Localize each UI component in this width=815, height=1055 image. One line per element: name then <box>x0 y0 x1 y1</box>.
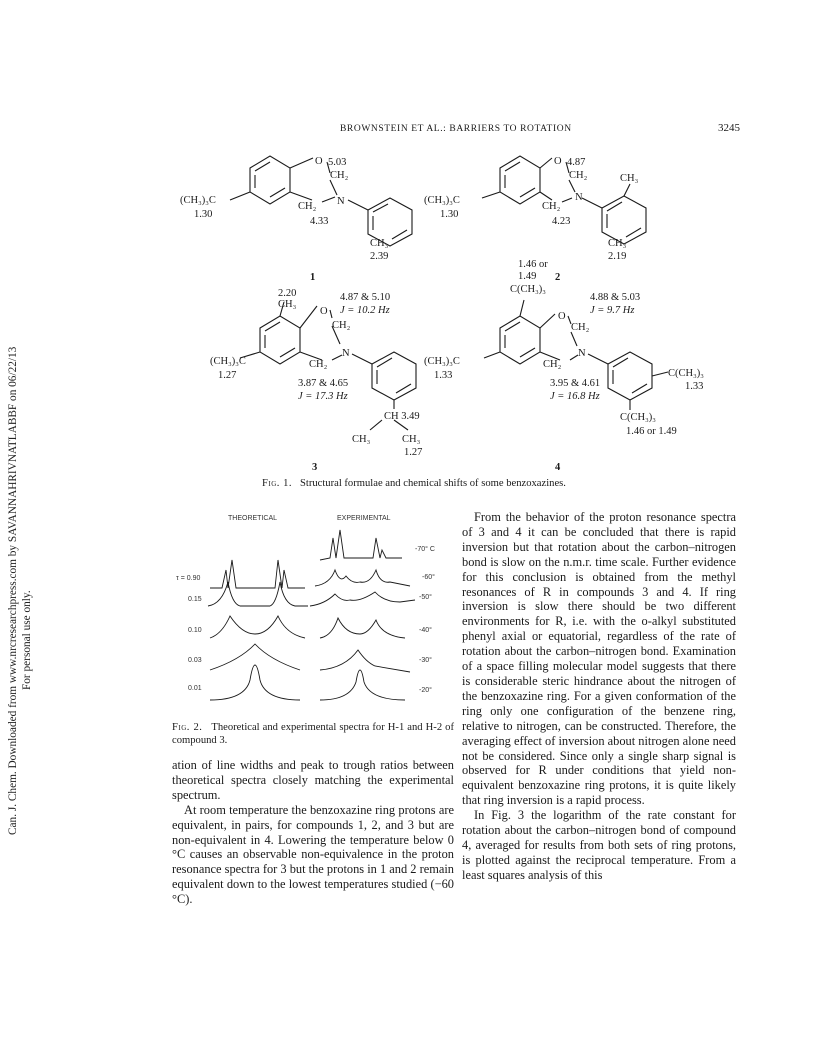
theoretical-trace-2 <box>208 582 308 606</box>
c3-ch3-shift: 2.20 <box>278 288 297 299</box>
experimental-trace-6 <box>320 670 405 700</box>
figure-1-caption <box>262 478 622 491</box>
theoretical-trace-1 <box>210 560 305 588</box>
c3-ch3-b: CH₃ <box>402 434 421 445</box>
compound-2-number: 2 <box>555 272 561 283</box>
temp-label-5: -30° <box>419 657 432 664</box>
heading-experimental: EXPERIMENTAL <box>337 515 391 522</box>
c1-shift-och2: 5.03 <box>328 157 347 168</box>
c4-tbu-para: C(CH₃)₃ <box>668 368 704 379</box>
c4-tbu-ortho2-shift: 1.46 or 1.49 <box>626 426 677 437</box>
tau-label-3: 0.10 <box>188 627 202 634</box>
c4-tbu-para-shift: 1.33 <box>685 381 704 392</box>
right-para-1: From the behavior of the proton resonance spectra of 3 and 4 it can be concluded that there is rapid inversion but that rotation about the carbon–nitrogen bond is slow on the n.m.r. time scale. Further evidence for this conclusion is obtained from the methyl resonances of R in compounds 3 and 4. If ring inversion is slow there should be two different environments for R, i.e. with the o-alkyl substituted phenyl axial or equatorial, regardless of the rate of rotation about the carbon–nitrogen bond. Examination of a space filling molecular model suggests that there is considerable steric hindrance about the nitrogen of the benzoxazine ring. For a given conformation of the ring only one configuration of the benzene ring, relative to nitrogen, can be constructed. Therefore, the averaging effect of inversion about nitrogen alone need not be considered. Since only a single sharp signal is observed for R under conditions that yield non-equivalent benzoxazine ring protons, it is quite likely that ring inversion is a rapid process. <box>462 510 736 808</box>
c1-ch3: CH₃ <box>370 238 389 249</box>
temp-label-6: -20° <box>419 687 432 694</box>
c2-ch3: CH₃ <box>608 238 627 249</box>
c4-o: O <box>558 311 566 322</box>
tau-label-1: τ = 0.90 <box>176 575 201 582</box>
c4-n: N <box>578 348 586 359</box>
c3-ch3-a: CH₃ <box>352 434 371 445</box>
theoretical-trace-4 <box>210 644 300 670</box>
tau-label-5: 0.01 <box>188 685 202 692</box>
figure-2-spectra <box>170 510 450 710</box>
c1-o: O <box>315 156 323 167</box>
heading-theoretical: THEORETICAL <box>228 515 278 522</box>
c2-tbu: (CH₃)₃C <box>424 195 460 206</box>
compound-3-structure <box>210 288 422 473</box>
c4-ch2n-j: J = 16.8 Hz <box>550 391 600 402</box>
temp-label-4: -40° <box>419 627 432 634</box>
c2-tbu-shift: 1.30 <box>440 209 459 220</box>
experimental-trace-5 <box>320 650 410 672</box>
experimental-trace-3 <box>310 592 415 606</box>
compound-4-number: 4 <box>555 462 561 473</box>
c4-tbu-shift-a: 1.46 or <box>518 259 548 270</box>
c2-ch2-o: CH₂ <box>569 170 588 181</box>
figure-2-caption-label: Fig. 2. <box>172 722 203 733</box>
c4-tbu-shift-b: 1.49 <box>518 271 537 282</box>
c4-tbu-ortho2: C(CH₃)₃ <box>620 412 656 423</box>
c2-ch3-shift: 2.19 <box>608 251 627 262</box>
c3-ch2-o: CH₂ <box>332 320 351 331</box>
left-para-1: ation of line widths and peak to trough ratios between theoretical spectra closely matching the experimental spectrum. <box>172 758 454 802</box>
compound-4-structure <box>424 259 704 473</box>
c4-tbu-ortho: C(CH₃)₃ <box>510 284 546 295</box>
c3-tbu: (CH₃)₃C <box>210 356 246 367</box>
c3-ch-isopropyl: CH 3.49 <box>384 411 420 422</box>
figure-1-structures <box>180 140 720 485</box>
compound-3-number: 3 <box>312 462 318 473</box>
temp-label-1: -70° C <box>415 546 435 553</box>
c2-ch2-n: CH₂ <box>542 201 561 212</box>
running-title: BROWNSTEIN ET AL.: BARRIERS TO ROTATION <box>340 124 572 134</box>
c1-ch2-o: CH₂ <box>330 170 349 181</box>
tau-label-2: 0.15 <box>188 596 202 603</box>
c3-ch2n-shifts: 3.87 & 4.65 <box>298 378 349 389</box>
figure-1-caption-label: Fig. 1. <box>262 478 293 489</box>
temp-label-3: -50° <box>419 594 432 601</box>
experimental-trace-1 <box>320 530 402 560</box>
c2-shift-och2: 4.87 <box>567 157 586 168</box>
figure-1-caption-text: Structural formulae and chemical shifts of some benzoxazines. <box>299 478 566 489</box>
c4-tbu: (CH₃)₃C <box>424 356 460 367</box>
c1-ch2n-shift: 4.33 <box>310 216 329 227</box>
c4-ch2-n: CH₂ <box>543 359 562 370</box>
theoretical-trace-5 <box>210 665 300 700</box>
watermark-line-2: For personal use only. <box>21 590 33 690</box>
c1-tbu-shift: 1.30 <box>194 209 213 220</box>
c2-n: N <box>575 192 583 203</box>
left-para-2: At room temperature the benzoxazine ring protons are equivalent, in pairs, for compounds 1, 2, and 3 but are non-equivalent in 4. Lowering the temperature below 0 °C causes an observable non-equivalence in the proton resonance spectra for 3 but the protons in 1 and 2 remain equivalent down to the lowest temperatures studied (−60 °C). <box>172 802 454 907</box>
c3-ch3: CH₃ <box>278 299 297 310</box>
left-column <box>172 758 454 907</box>
temp-label-2: -60° <box>422 574 435 581</box>
compound-1-number: 1 <box>310 272 316 283</box>
figure-2-caption-text: Theoretical and experimental spectra for H-1 and H-2 of compound 3. <box>172 722 454 746</box>
download-watermark <box>2 180 42 840</box>
watermark-line-1: Can. J. Chem. Downloaded from www.nrcresearchpress.com by SAVANNAHRIVNATLABBF on 06/22/13 <box>7 346 19 835</box>
c4-och2-shifts: 4.88 & 5.03 <box>590 292 641 303</box>
c2-ortho-ch3: CH₃ <box>620 173 639 184</box>
c3-n: N <box>342 348 350 359</box>
right-para-2: In Fig. 3 the logarithm of the rate constant for rotation about the carbon–nitrogen bond of compound 4, averaged for results from both sets of ring protons, is plotted against the reciprocal temperature. From a least squares analysis of this <box>462 808 736 882</box>
c3-ch2-n: CH₂ <box>309 359 328 370</box>
c1-tbu: (CH₃)₃C <box>180 195 216 206</box>
c3-ch3-shift: 1.27 <box>404 447 423 458</box>
right-column <box>462 510 736 883</box>
experimental-trace-4 <box>320 618 405 638</box>
theoretical-trace-3 <box>210 616 305 638</box>
c4-och2-j: J = 9.7 Hz <box>590 305 635 316</box>
c4-ch2-o: CH₂ <box>571 322 590 333</box>
c3-o: O <box>320 306 328 317</box>
c4-tbu-shift: 1.33 <box>434 370 453 381</box>
c1-ch2-n: CH₂ <box>298 201 317 212</box>
tau-label-4: 0.03 <box>188 657 202 664</box>
c1-n: N <box>337 196 345 207</box>
c3-och2-shifts: 4.87 & 5.10 <box>340 292 391 303</box>
c2-ch2n-shift: 4.23 <box>552 216 571 227</box>
figure-2-caption <box>172 722 454 747</box>
experimental-trace-2 <box>315 570 410 586</box>
compound-1-structure <box>180 156 412 283</box>
c3-ch2n-j: J = 17.3 Hz <box>298 391 348 402</box>
c2-o: O <box>554 156 562 167</box>
c3-och2-j: J = 10.2 Hz <box>340 305 390 316</box>
c4-ch2n-shifts: 3.95 & 4.61 <box>550 378 601 389</box>
c3-tbu-shift: 1.27 <box>218 370 237 381</box>
c1-ch3-shift: 2.39 <box>370 251 389 262</box>
page-number: 3245 <box>718 122 740 134</box>
